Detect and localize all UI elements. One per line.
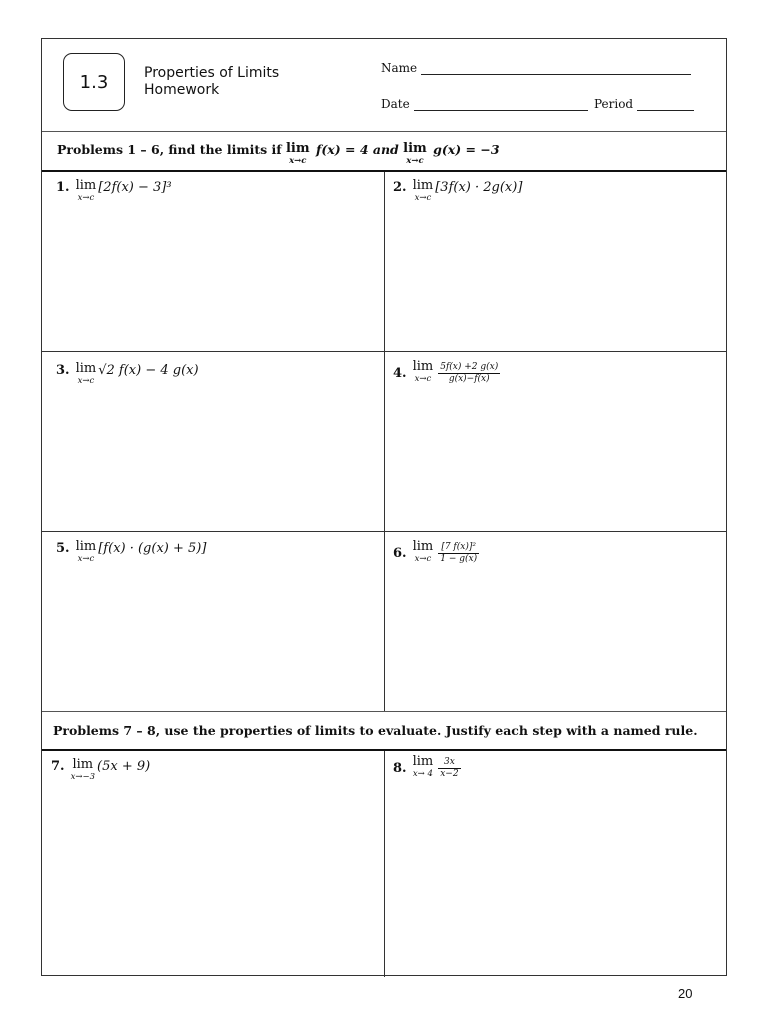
- date-blank[interactable]: [414, 99, 588, 111]
- column-divider-bottom: [384, 751, 385, 977]
- problem-number: 2.: [393, 180, 407, 195]
- row-divider-2: [42, 531, 726, 532]
- problem-8: [393, 756, 461, 780]
- lim-subscript: x→ 4: [412, 769, 433, 779]
- period-blank[interactable]: [637, 99, 694, 111]
- lim-subscript: x→c: [77, 193, 95, 203]
- lim-subscript: x→c: [77, 376, 95, 386]
- lim-subscript: x→c: [406, 156, 424, 166]
- lim-text: lim: [412, 359, 434, 374]
- lim-text: lim: [412, 178, 434, 193]
- denominator: x−2: [440, 768, 459, 779]
- fraction: [438, 542, 479, 565]
- period-field: [594, 97, 694, 111]
- page-number: 20: [678, 986, 693, 1001]
- instructions-text: Problems 7 – 8, use the properties of limits to evaluate. Justify each step with a named rule.: [53, 723, 698, 738]
- name-field: [381, 61, 691, 75]
- instructions-part-2: [42, 711, 726, 751]
- problem-6: [393, 541, 479, 565]
- lim-text: lim: [75, 178, 97, 193]
- lim-subscript: x→c: [289, 156, 307, 166]
- problem-number: 1.: [56, 180, 70, 195]
- given-f: f(x) = 4 and: [315, 142, 404, 157]
- lim-text: lim: [72, 757, 94, 772]
- problem-7: [51, 759, 150, 783]
- limit-notation: [413, 541, 434, 565]
- problem-expression: √2 f(x) − 4 g(x): [98, 363, 199, 378]
- lim-text: lim: [285, 141, 310, 156]
- name-blank[interactable]: [421, 63, 691, 75]
- instructions-part-1: [42, 132, 726, 172]
- column-divider-top: [384, 172, 385, 711]
- problem-1: [56, 180, 172, 204]
- lim-subscript: x→c: [414, 374, 432, 384]
- name-label: Name: [381, 61, 418, 75]
- date-label: Date: [381, 97, 410, 111]
- numerator: 5f(x) +2 g(x): [440, 361, 499, 372]
- lim-subscript: x→c: [77, 554, 95, 564]
- limit-notation: [413, 180, 434, 204]
- limit-notation: [286, 142, 310, 167]
- lim-text: lim: [75, 539, 97, 554]
- limit-notation: [76, 363, 97, 387]
- limit-notation: [76, 180, 97, 204]
- date-field: [381, 97, 588, 111]
- problem-number: 8.: [393, 760, 407, 776]
- problem-expression: (5x + 9): [97, 759, 151, 774]
- worksheet-page: [41, 38, 727, 976]
- lim-subscript: x→c: [414, 193, 432, 203]
- period-label: Period: [594, 97, 634, 111]
- limit-notation: [413, 756, 434, 780]
- lim-text: lim: [403, 141, 427, 156]
- problem-number: 6.: [393, 545, 407, 561]
- problem-3: [56, 363, 199, 387]
- lim-text: lim: [75, 361, 97, 376]
- limit-notation: [413, 361, 434, 385]
- problem-expression: [2f(x) − 3]³: [98, 180, 172, 195]
- problem-4: [393, 361, 500, 385]
- limit-notation: [71, 759, 95, 783]
- limit-notation: [76, 541, 97, 565]
- problem-5: [56, 541, 206, 565]
- problem-2: [393, 180, 522, 204]
- problem-number: 7.: [51, 759, 65, 774]
- numerator: [7 f(x)]²: [438, 542, 479, 554]
- limit-notation: [403, 142, 427, 167]
- lim-subscript: x→−3: [70, 772, 96, 782]
- problem-expression: [f(x) · (g(x) + 5)]: [98, 541, 207, 556]
- problem-number: 4.: [393, 365, 407, 381]
- problem-number: 3.: [56, 363, 70, 378]
- title-line-1: Properties of Limits: [144, 65, 280, 81]
- fraction: [438, 362, 500, 385]
- instructions-text: Problems 1 – 6, find the limits if: [57, 142, 286, 157]
- denominator: g(x)−f(x): [448, 373, 490, 384]
- section-number-box: [63, 53, 125, 111]
- row-divider-1: [42, 351, 726, 352]
- problem-number: 5.: [56, 541, 70, 556]
- worksheet-title: [144, 65, 279, 99]
- title-line-2: Homework: [144, 82, 220, 98]
- problem-expression: [3f(x) · 2g(x)]: [435, 180, 523, 195]
- denominator: 1 − g(x): [440, 553, 478, 564]
- lim-subscript: x→c: [414, 554, 432, 564]
- section-number: 1.3: [79, 71, 109, 93]
- given-g: g(x) = −3: [433, 142, 500, 157]
- fraction: [438, 757, 460, 780]
- lim-text: lim: [412, 539, 434, 554]
- lim-text: lim: [412, 754, 434, 769]
- numerator: 3x: [438, 757, 460, 769]
